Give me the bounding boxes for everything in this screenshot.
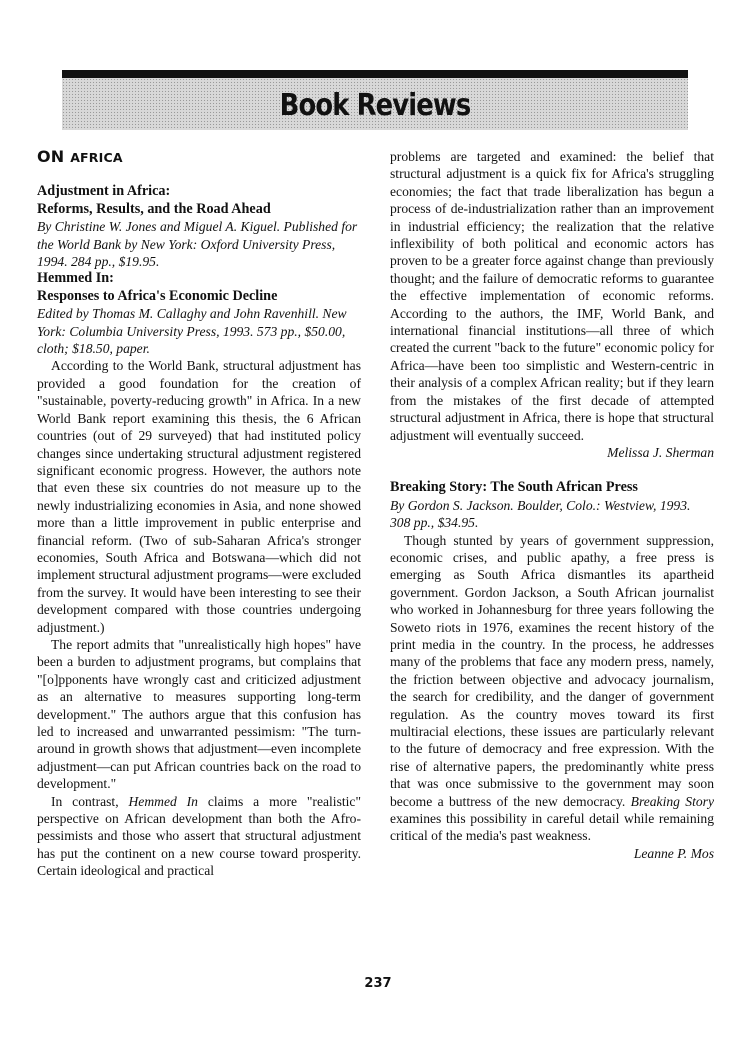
- review2-p1-rest: examines this possibility in careful detail while remaining critical of the media's past weakness.: [390, 811, 714, 844]
- review-separator: [390, 461, 714, 479]
- review1-paragraph-4: problems are targeted and examined: the belief that structural adjustment is a quick fix for Africa's struggling economies; the fact that trade liberalization has begun a process of de-industrialization rather than an improvement in industrial efficiency; the realization that the relative inflexibility of both political and economic actors has proven to be a greater force against change than previously thought; and the failure of democratic reforms to guarantee the effective implementation of economic reforms. According to the authors, the IMF, World Bank, and international financial institutions—all three of which created the current "back to the future" economic policy for Africa—have been too simplistic and Western-centric in their analysis of a complex African reality; but if they learn from the mistakes of the first decade of attempted structural adjustment in Africa, there is hope that structural adjustment will eventually succeed.: [390, 149, 714, 443]
- section-title-first: ON: [37, 147, 65, 166]
- book3-citation: By Gordon S. Jackson. Boulder, Colo.: Westview, 1993. 308 pp., $34.95.: [390, 497, 691, 531]
- review1-reviewer: Melissa J. Sherman: [607, 444, 714, 460]
- left-column: [37, 148, 361, 880]
- header-banner: [62, 78, 688, 130]
- review1-paragraph-3: [37, 793, 361, 880]
- right-column: [390, 148, 714, 862]
- book2-title-line1: Hemmed In:: [37, 270, 114, 287]
- review1-paragraph-1: According to the World Bank, structural adjustment has provided a good foundation for the creation of "sustainable, poverty-reducing growth" in Africa. In a new World Bank report examining this thesis, the 6 African countries (out of 29 surveyed) that had instituted policy changes since undertaking structural adjustment registered significant economic progress. However, the authors note that even these six countries do not measure up to the newly industrializing economies in Asia, and none showed more than a little improvement in public enterprise and financial reform. (Two of sub-Saharan Africa's stronger economies, South Africa and Botswana—which did not implement structural adjustment programs—were excluded from the survey. It would have been interesting to see their development compared with those countries undergoing adjustment.): [37, 358, 361, 635]
- book2-title-line2: Responses to Africa's Economic Decline: [37, 287, 278, 304]
- section-title-rest: AFRICA: [70, 150, 123, 165]
- review2-p1-italic: Breaking Story: [630, 793, 714, 809]
- review2-reviewer: Leanne P. Mos: [633, 845, 714, 861]
- section-title: [37, 148, 361, 166]
- page-number: 237: [364, 976, 392, 991]
- book3-title: Breaking Story: The South African Press: [390, 479, 638, 496]
- book2-citation: Edited by Thomas M. Callaghy and John Ravenhill. New York: Columbia University Press, 1993. 573 pp., $50.00, cloth; $18.50, paper.: [37, 306, 347, 357]
- book1-title-line2: Reforms, Results, and the Road Ahead: [37, 200, 271, 217]
- banner-title: Book Reviews: [279, 88, 471, 123]
- review1-p3-italic: Hemmed In: [128, 793, 198, 809]
- review1-p3-lead: In contrast,: [51, 793, 129, 809]
- book1-citation: By Christine W. Jones and Miguel A. Kiguel. Published for the World Bank by New York: Oxford University Press, 1994. 284 pp., $19.95.: [37, 219, 358, 270]
- review2-paragraph-1: [390, 532, 714, 845]
- book1-title-line1: Adjustment in Africa:: [37, 183, 171, 200]
- review1-p3-rest: claims a more "realistic" perspective on African development than both the Afro-pessimists and those who assert that structural adjustment has put the continent on a new course toward prosperity. Certain ideological and practical: [37, 793, 361, 879]
- header-rule: [62, 70, 688, 78]
- review2-p1-lead: Though stunted by years of government suppression, economic crises, and public apathy, a free press is emerging as South Africa dismantles its apartheid government. Gordon Jackson, a South African journalist who worked in Johannesburg for three years following the Soweto riots in 1976, examines the recent history of the print media in the country. In the process, he addresses many of the problems that face any modern press, namely, the friction between objective and advocacy journalism, the search for credibility, and the danger of government regulation. As the country moves toward its first multiracial elections, these issues are particularly relevant to the future of democracy and free expression. With the rise of alternative papers, the predominantly white press that was once submissive to the government may soon become a buttress of the new democracy.: [390, 532, 714, 809]
- review1-paragraph-2: The report admits that "unrealistically high hopes" have been a burden to adjustment programs, but complains that "[o]pponents have wrongly cast and criticized adjustment as an alternative to measures supporting long-term development." The authors argue that this confusion has led to increased and unwarranted pessimism: "The turn-around in growth shows that adjustment—even incomplete adjustment—can put African countries back on the road to development.": [37, 636, 361, 792]
